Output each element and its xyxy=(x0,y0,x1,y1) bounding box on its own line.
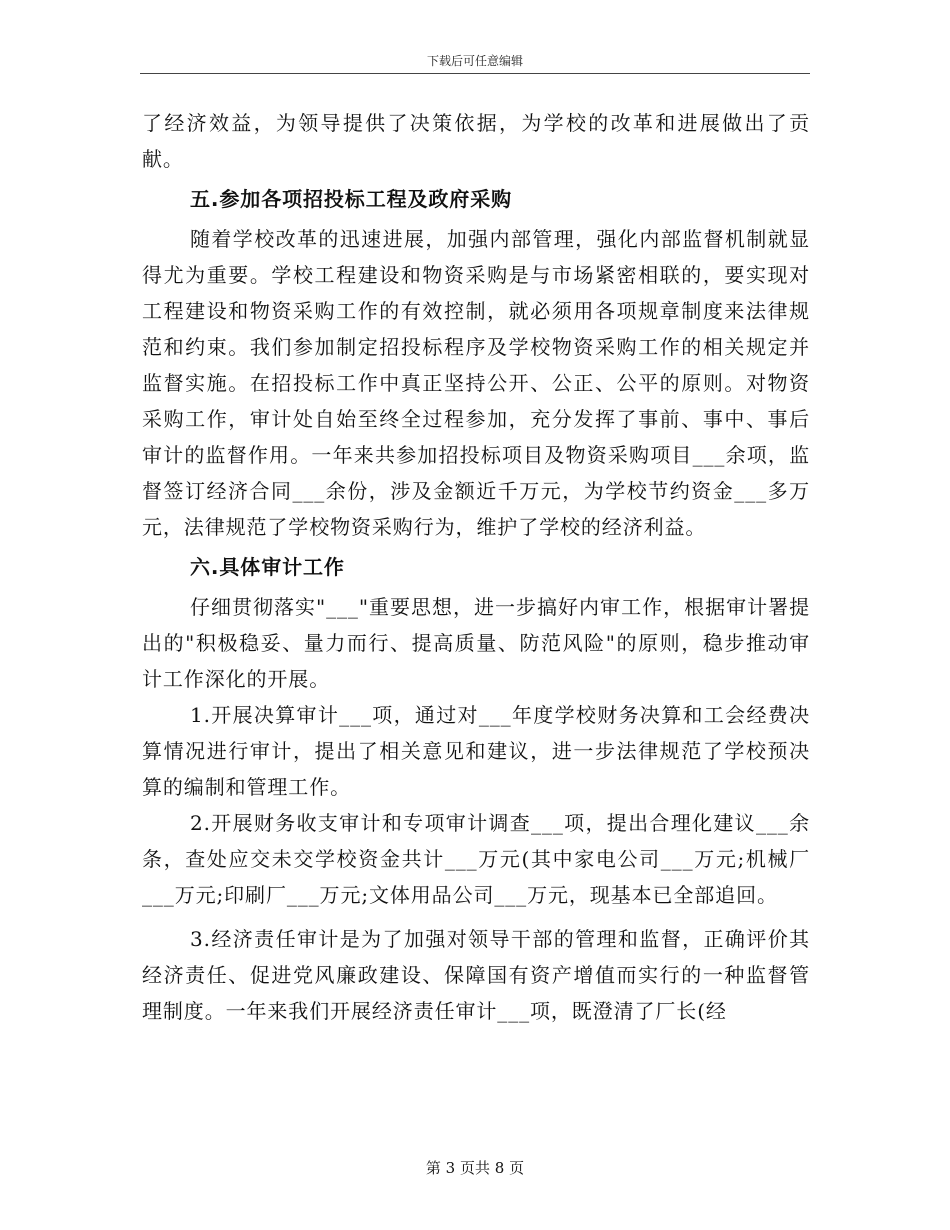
paragraph-section-6-intro: 仔细贯彻落实"___"重要思想，进一步搞好内审工作，根据审计署提出的"积极稳妥、量力而行、提高质量、防范风险"的原则，稳步推动审计工作深化的开展。 xyxy=(142,595,810,691)
paragraph-item-2: 2.开展财务收支审计和专项审计调查___项，提出合理化建议___余条，查处应交未交学校资金共计___万元(其中家电公司___万元;机械厂___万元;印刷厂___万元;文体用品公司___万元，现基本已全部追回。 xyxy=(142,811,810,907)
paragraph-section-5: 随着学校改革的迅速进展，加强内部管理，强化内部监督机制就显得尤为重要。学校工程建设和物资采购是与市场紧密相联的，要实现对工程建设和物资采购工作的有效控制，就必须用各项规章制度来法律规范和约束。我们参加制定招投标程序及学校物资采购工作的相关规定并监督实施。在招投标工作中真正坚持公开、公正、公平的原则。对物资采购工作，审计处自始至终全过程参加，充分发挥了事前、事中、事后审计的监督作用。一年来共参加招投标项目及物资采购项目___余项，监督签订经济合同___余份，涉及金额近千万元，为学校节约资金___多万元，法律规范了学校物资采购行为，维护了学校的经济利益。 xyxy=(142,227,810,539)
paragraph-item-3: 3.经济责任审计是为了加强对领导干部的管理和监督，正确评价其经济责任、促进党风廉政建设、保障国有资产增值而实行的一种监督管理制度。一年来我们开展经济责任审计___项，既澄清了厂长(经 xyxy=(142,927,810,1023)
page-footer: 第 3 页共 8 页 xyxy=(425,1159,525,1177)
section-heading-6: 六.具体审计工作 xyxy=(190,555,345,579)
document-body xyxy=(142,105,810,1029)
page-header: 下载后可任意编辑 xyxy=(426,54,523,68)
paragraph-continued: 了经济效益，为领导提供了决策依据，为学校的改革和进展做出了贡献。 xyxy=(142,111,810,171)
section-heading-5: 五.参加各项招投标工程及政府采购 xyxy=(190,187,512,211)
header-divider xyxy=(140,73,810,74)
paragraph-item-1: 1.开展决算审计___项，通过对___年度学校财务决算和工会经费决算情况进行审计，提出了相关意见和建议，进一步法律规范了学校预决算的编制和管理工作。 xyxy=(142,703,810,799)
